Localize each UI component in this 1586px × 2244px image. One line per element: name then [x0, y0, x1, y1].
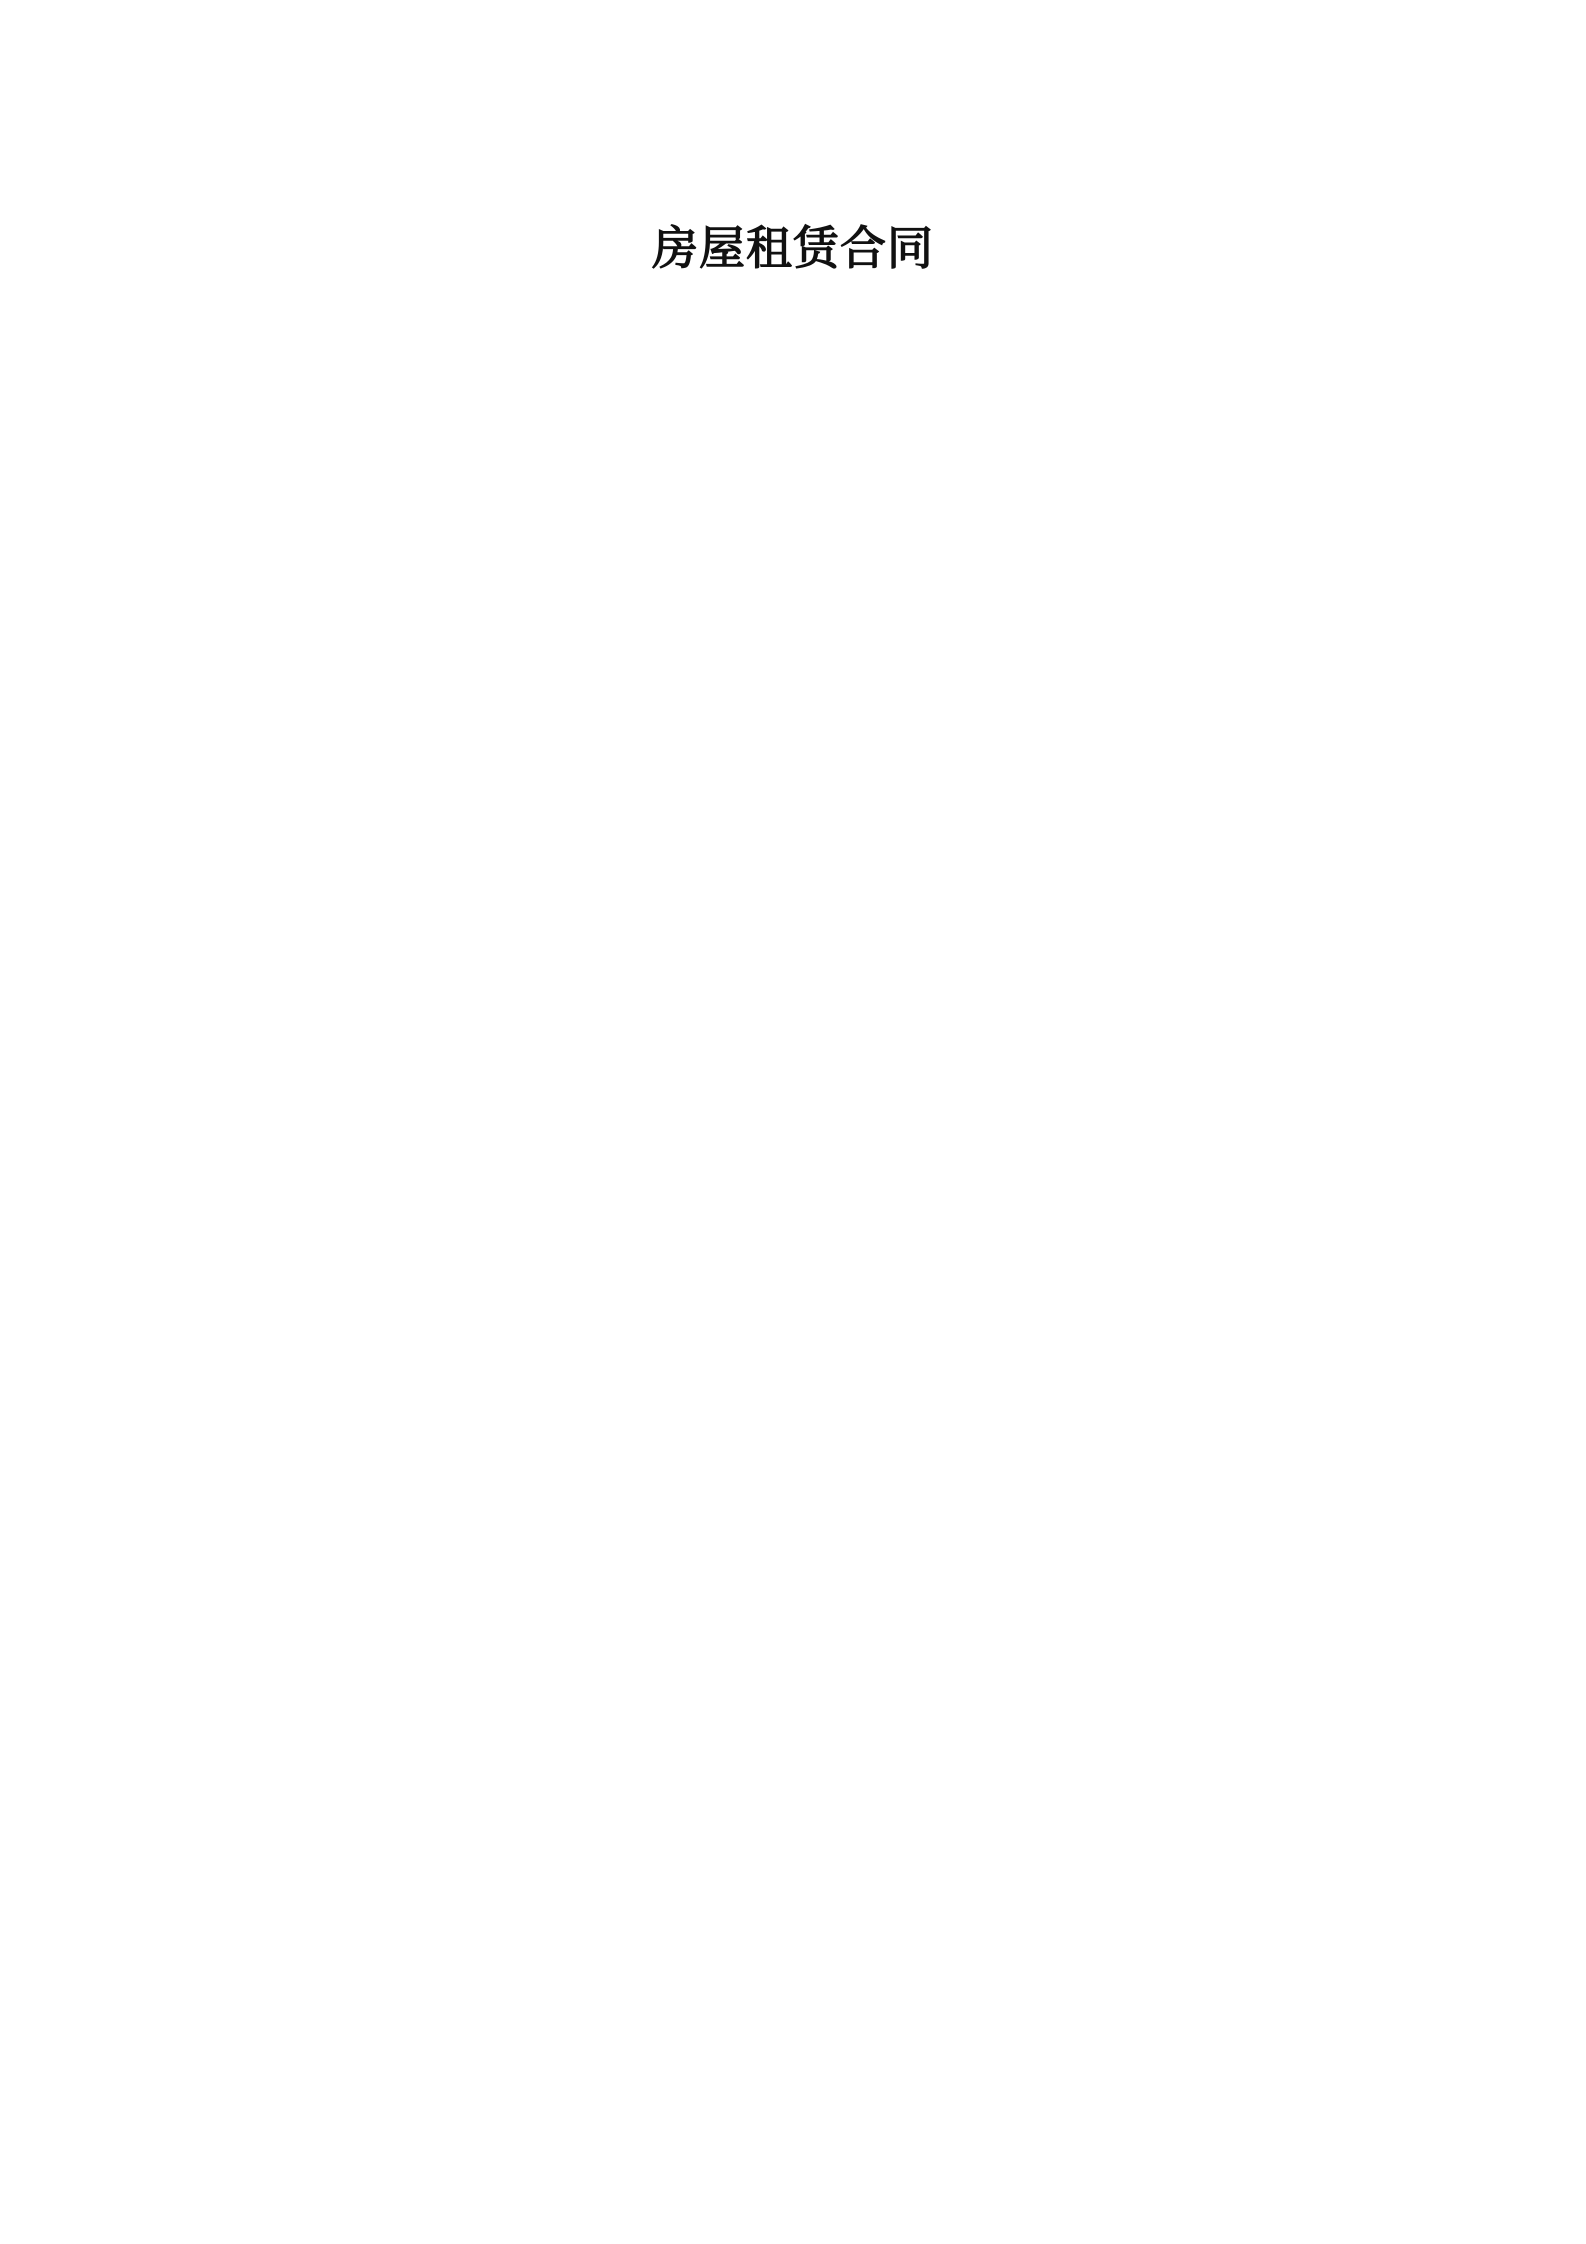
- document-title: 房屋租赁合同: [652, 221, 934, 275]
